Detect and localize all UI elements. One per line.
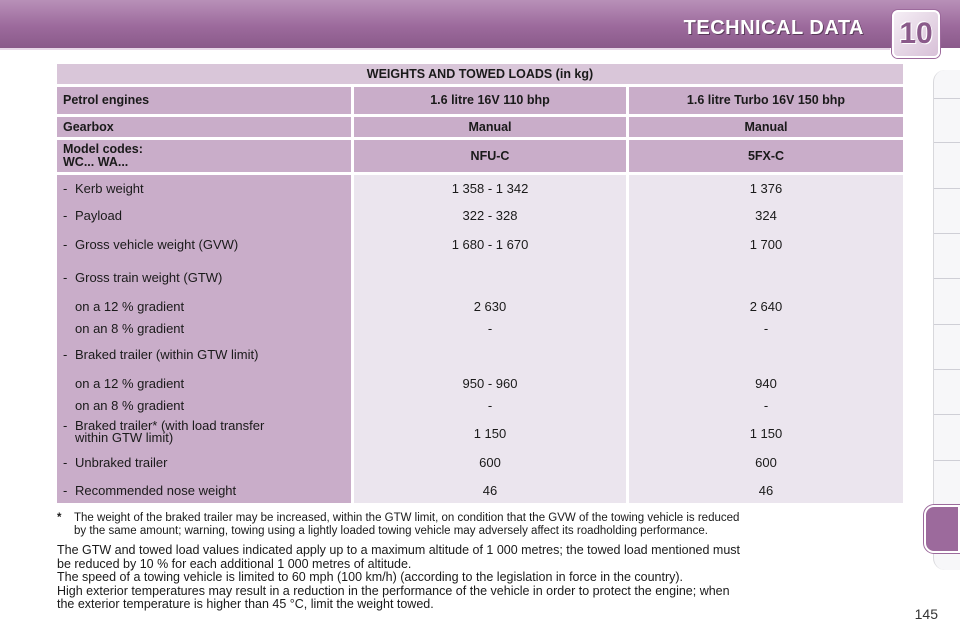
model-code-1: NFU-C xyxy=(354,140,626,172)
values-column-1 xyxy=(354,175,626,503)
footnote-marker: * xyxy=(57,512,62,524)
tab-divider xyxy=(934,233,960,234)
notes-paragraph xyxy=(57,544,905,612)
table-body xyxy=(57,175,903,503)
page-number: 145 xyxy=(914,606,938,622)
model-label xyxy=(57,140,351,172)
chapter-badge[interactable] xyxy=(892,10,940,58)
chapter-tabs xyxy=(928,70,960,570)
engine-label: Petrol engines xyxy=(57,87,351,114)
paragraph-line: The speed of a towing vehicle is limited to 60 mph (100 km/h) (according to the legislation in force in the country). xyxy=(57,570,684,584)
cell-value: 1 680 - 1 670 xyxy=(451,237,529,252)
labels-column xyxy=(57,175,351,503)
tab-divider xyxy=(934,369,960,370)
cell-value: 950 - 960 xyxy=(462,376,518,391)
tab-divider xyxy=(934,188,960,189)
header-divider xyxy=(0,48,890,50)
values-column-2 xyxy=(629,175,903,503)
cell-value: - xyxy=(487,398,493,413)
cell-value: 1 358 - 1 342 xyxy=(451,181,529,196)
gearbox-label: Gearbox xyxy=(57,117,351,137)
cell-value: 1 150 xyxy=(473,426,507,441)
footnote xyxy=(57,512,905,538)
tab-divider xyxy=(934,278,960,279)
cell-value: 324 xyxy=(755,208,777,223)
cell-value: 600 xyxy=(479,455,501,470)
weights-table xyxy=(57,64,903,503)
engine-1: 1.6 litre 16V 110 bhp xyxy=(354,87,626,114)
tab-divider xyxy=(934,414,960,415)
gearbox-1: Manual xyxy=(354,117,626,137)
tab-divider xyxy=(934,142,960,143)
model-label-line-1: Model codes: xyxy=(63,142,143,156)
section-title: TECHNICAL DATA xyxy=(683,17,864,39)
table-title: WEIGHTS AND TOWED LOADS (in kg) xyxy=(57,64,903,84)
cell-value: - xyxy=(763,398,769,413)
row-label: - Braked trailer (within GTW limit) xyxy=(63,347,259,362)
row-label: - Unbraked trailer xyxy=(63,455,168,470)
row-label: on a 12 % gradient xyxy=(75,376,185,391)
tab-divider xyxy=(934,460,960,461)
paragraph-line: be reduced by 10 % for each additional 1 000 metres of altitude. xyxy=(57,556,412,571)
cell-value: - xyxy=(487,321,493,336)
engine-2: 1.6 litre Turbo 16V 150 bhp xyxy=(629,87,903,114)
tab-divider xyxy=(934,98,960,99)
cell-value: 46 xyxy=(482,483,498,498)
row-label: - Payload xyxy=(63,208,122,223)
tab-strip xyxy=(933,70,960,570)
cell-value: 940 xyxy=(755,376,777,391)
cell-value: 1 700 xyxy=(749,237,783,252)
cell-value: - xyxy=(763,321,769,336)
row-label: - Gross vehicle weight (GVW) xyxy=(63,237,239,252)
header-band xyxy=(0,0,960,48)
row-label: - Recommended nose weight xyxy=(63,483,237,498)
active-chapter-tab[interactable] xyxy=(924,505,960,553)
model-code-2: 5FX-C xyxy=(629,140,903,172)
row-label: - Kerb weight xyxy=(63,181,144,196)
cell-value: 1 376 xyxy=(749,181,783,196)
tab-divider xyxy=(934,324,960,325)
cell-value: 2 630 xyxy=(473,299,507,314)
model-label-line-2: WC... WA... xyxy=(63,155,129,169)
gearbox-2: Manual xyxy=(629,117,903,137)
footnote-line-1: The weight of the braked trailer may be increased, within the GTW limit, on condition that the GVW of the towing vehicle is reduced xyxy=(74,512,740,524)
row-label: on an 8 % gradient xyxy=(75,321,185,336)
cell-value: 322 - 328 xyxy=(462,208,518,223)
model-codes-row xyxy=(57,140,903,172)
gearbox-row xyxy=(57,117,903,137)
row-label: on a 12 % gradient xyxy=(75,299,185,314)
cell-value: 600 xyxy=(755,455,777,470)
paragraph-line: the exterior temperature is higher than 45 °C, limit the weight towed. xyxy=(57,597,434,611)
row-label: on an 8 % gradient xyxy=(75,398,185,413)
chapter-number: 10 xyxy=(899,17,933,50)
paragraph-line: The GTW and towed load values indicated apply up to a maximum altitude of 1 000 metres; the towed load mentioned must xyxy=(57,543,741,557)
row-label: - Braked trailer* (with load transfer within GTW limit) xyxy=(63,418,265,445)
cell-value: 1 150 xyxy=(749,426,783,441)
row-label: - Gross train weight (GTW) xyxy=(63,270,223,285)
footnote-line-2: by the same amount; warning, towing using a lightly loaded towing vehicle may adversely affect its roadholding performance. xyxy=(74,525,708,537)
cell-value: 46 xyxy=(758,483,774,498)
paragraph-line: High exterior temperatures may result in a reduction in the performance of the vehicle in order to protect the engine; when xyxy=(57,583,730,598)
cell-value: 2 640 xyxy=(749,299,783,314)
table-header-row xyxy=(57,87,903,114)
